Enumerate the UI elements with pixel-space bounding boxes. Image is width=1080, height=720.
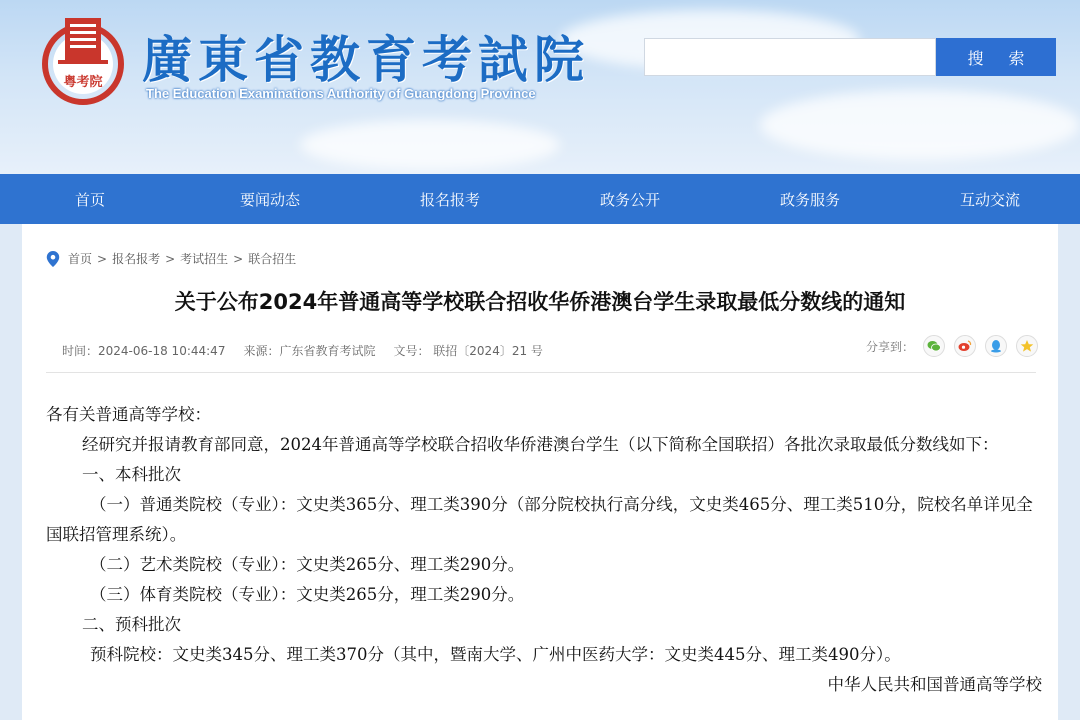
intro-paragraph: 经研究并报请教育部同意，2024年普通高等学校联合招收华侨港澳台学生（以下简称全国联招）各批次录取最低分数线如下： (82, 435, 999, 454)
article-source: 来源：广东省教育考试院 (243, 344, 376, 358)
nav-item-news[interactable]: 要闻动态 (239, 190, 300, 209)
meta-divider (46, 372, 1036, 373)
weibo-icon[interactable] (954, 335, 976, 357)
wechat-icon[interactable] (923, 335, 945, 357)
site-logo-icon[interactable] (40, 14, 126, 106)
qzone-icon[interactable] (1016, 335, 1038, 357)
share-label: 分享到： (866, 339, 915, 354)
site-subtitle: The Education Examinations Authority of Guangdong Province (146, 86, 536, 101)
cloud-decoration (300, 120, 560, 170)
search-button[interactable]: 搜 索 (936, 38, 1056, 76)
site-title[interactable]: 廣東省教育考試院 (142, 30, 590, 89)
cloud-decoration (760, 90, 1080, 160)
search-box[interactable] (644, 38, 936, 76)
item-sports-colleges: （三）体育类院校（专业）：文史类265分，理工类290分。 (90, 585, 525, 604)
section-heading-undergraduate: 一、本科批次 (82, 465, 181, 484)
signature: 中华人民共和国普通高等学校 (827, 675, 1042, 694)
breadcrumb-joint-admission[interactable]: 联合招生 (248, 252, 297, 266)
main-nav (0, 174, 1080, 224)
breadcrumb-exam-admission[interactable]: 考试招生 (180, 252, 229, 266)
breadcrumb-separator: > (165, 251, 176, 266)
publish-time: 时间：2024-06-18 10:44:47 (62, 344, 226, 358)
nav-item-registration[interactable]: 报名报考 (419, 190, 480, 209)
breadcrumb-home[interactable]: 首页 (68, 252, 93, 266)
article-container (22, 224, 1058, 720)
breadcrumb-separator: > (97, 251, 108, 266)
location-pin-icon (46, 251, 60, 267)
breadcrumb-registration[interactable]: 报名报考 (112, 252, 161, 266)
qq-icon[interactable] (985, 335, 1007, 357)
section-heading-preparatory: 二、预科批次 (82, 615, 181, 634)
site-header (0, 0, 1080, 174)
nav-item-home[interactable]: 首页 (74, 190, 105, 209)
item-preparatory-colleges: 预科院校：文史类345分、理工类370分（其中，暨南大学、广州中医药大学：文史类445分、理工类490分）。 (90, 645, 901, 664)
nav-item-government-affairs[interactable]: 政务公开 (599, 190, 660, 209)
nav-item-interaction[interactable]: 互动交流 (959, 190, 1020, 209)
share-bar (866, 335, 1038, 357)
salutation: 各有关普通高等学校： (46, 405, 211, 424)
article-meta (62, 342, 543, 359)
breadcrumb (46, 250, 296, 267)
item-art-colleges: （二）艺术类院校（专业）：文史类265分、理工类290分。 (90, 555, 525, 574)
nav-item-government-services[interactable]: 政务服务 (779, 190, 840, 209)
logo-seal-text: 粤考院 (63, 75, 103, 90)
breadcrumb-separator: > (233, 251, 244, 266)
item-general-colleges: （一）普通类院校（专业）：文史类365分、理工类390分（部分院校执行高分线，文史类465分、理工类510分，院校名单详见全国联招管理系统）。 (46, 495, 1033, 544)
document-number: 文号： 联招〔2024〕21 号 (393, 344, 543, 358)
article-title: 关于公布2024年普通高等学校联合招收华侨港澳台学生录取最低分数线的通知 (174, 290, 906, 314)
article-body (46, 400, 1042, 700)
search-input[interactable] (657, 50, 923, 65)
